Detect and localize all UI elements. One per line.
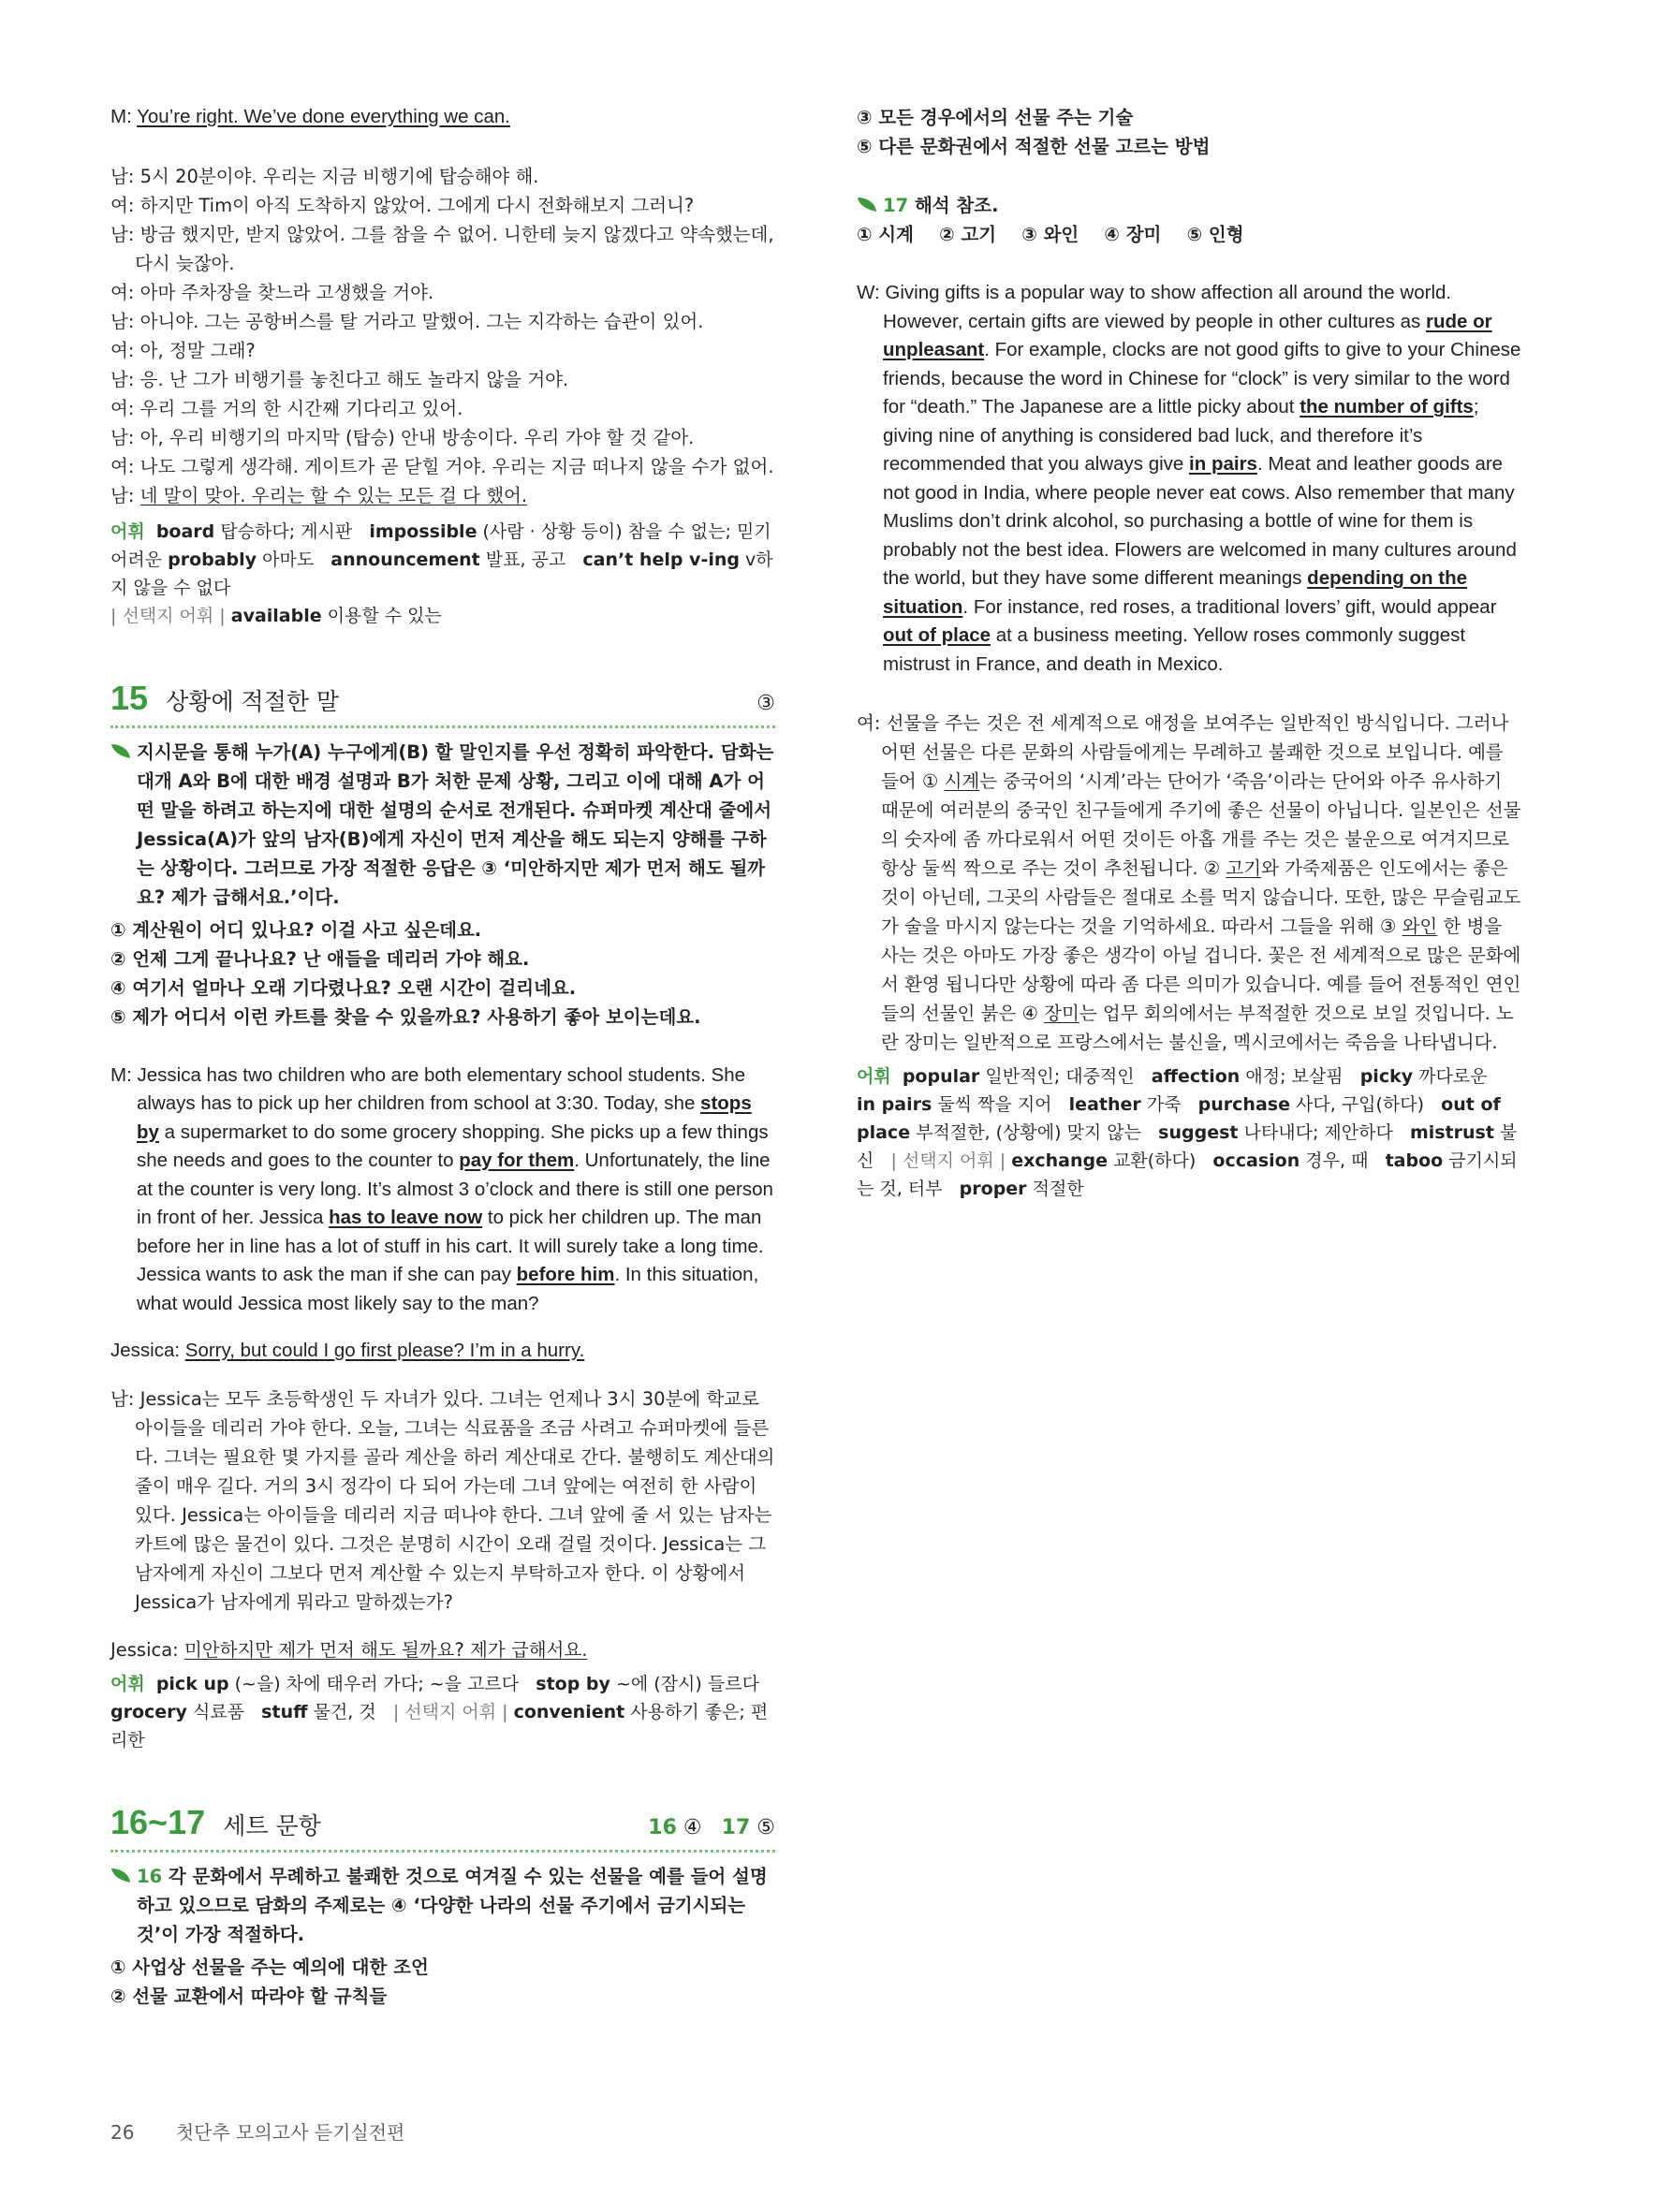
dialogue-end-en: M: You’re right. We’ve done everything we can.	[110, 106, 510, 127]
q16-17-header	[110, 1803, 775, 1853]
q16-17-title: 세트 문항	[223, 1811, 321, 1839]
translation-line: 여: 아, 정말 그래?	[110, 339, 256, 361]
page-footer	[110, 2117, 440, 2145]
vocab-14: 어휘 board 탑승하다; 게시판 impossible (사람 · 상황 등이) 참을 수 없는; 믿기 어려운 probably 아마도 announcement 발표, 공고 can’t help v-ing v하지 않을 수 없다 | 선택지 어휘 | available 이용할 수 있는	[110, 520, 773, 626]
q15-response-en: Jessica: Sorry, but could I go first please? I’m in a hurry.	[110, 1340, 585, 1361]
q17-explanation: 17 해석 참조.	[857, 191, 1521, 220]
q16-17-number: 16~17	[110, 1802, 206, 1841]
q16-option: ③ 모든 경우에서의 선물 주는 기술	[857, 107, 1134, 128]
translation-line: 남: 아, 우리 비행기의 마지막 (탑승) 안내 방송이다. 우리 가야 할 것 같아.	[110, 426, 695, 448]
q15-explanation: 지시문을 통해 누가(A) 누구에게(B) 할 말인지를 우선 정확히 파악한다. 담화는 대개 A와 B에 대한 배경 설명과 B가 처한 문제 상황, 그리고 이에 대해 A가 어떤 말을 하려고 하는지에 대한 설명의 순서로 전개된다. 슈퍼마켓 계산대 줄에서 Jessica(A)가 앞의 남자(B)에게 자신이 먼저 계산을 해도 되는지 양해를 구하는 상황이다. 그러므로 가장 적절한 응답은 ③ ‘미안하지만 제가 먼저 해도 될까요? 제가 급해서요.’이다.	[110, 738, 775, 912]
q16-17-translation: 여: 선물을 주는 것은 전 세계적으로 애정을 보여주는 일반적인 방식입니다. 그러나 어떤 선물은 다른 문화의 사람들에게는 무례하고 불쾌한 것으로 보입니다. 예를 들어 ① 시계는 중국어의 ‘시계’라는 단어가 ‘죽음’이라는 단어와 아주 유사하기 때문에 여러분의 중국인 친구들에게 주기에 좋은 선물이 아닙니다. 일본인은 선물의 숫자에 좀 까다로워서 어떤 것이든 아홉 개를 주는 것은 불운으로 여겨지므로 항상 둘씩 짝으로 주는 것이 추천됩니다. ② 고기와 가죽제품은 인도에서는 좋은 것이 아닌데, 그곳의 사람들은 절대로 소를 먹지 않습니다. 또한, 많은 무슬림교도가 술을 마시지 않는다는 것을 기억하세요. 따라서 그들을 위해 ③ 와인 한 병을 사는 것은 아마도 가장 좋은 생각이 아닐 겁니다. 꽃은 전 세계적으로 많은 문화에서 환영 됩니다만 상황에 따라 좀 다른 의미가 있습니다. 예를 들어 전통적인 연인들의 선물인 붉은 ④ 장미는 업무 회의에서는 부적절한 것으로 보일 것입니다. 노란 장미는 일반적으로 프랑스에서는 불신을, 멕시코에서는 죽음을 나타냅니다.	[857, 712, 1521, 1053]
vocab-15: 어휘 pick up (~을) 차에 태우러 가다; ~을 고르다 stop by ~에 (잠시) 들르다 grocery 식료품 stuff 물건, 것 | 선택지 어휘 | convenient 사용하기 좋은; 편리한	[110, 1673, 769, 1751]
translation-line: 여: 우리 그를 거의 한 시간째 기다리고 있어.	[110, 397, 463, 419]
q16-17-answers: 16 ④ 17 ⑤	[648, 1815, 775, 1839]
translation-line: 여: 하지만 Tim이 아직 도착하지 않았어. 그에게 다시 전화해보지 그러니?	[110, 194, 695, 216]
q16-explanation: 16 각 문화에서 무례하고 불쾌한 것으로 여겨질 수 있는 선물을 예를 들어 설명하고 있으므로 담화의 주제로는 ④ ‘다양한 나라의 선물 주기에서 금기시되는 것’이 가장 적절하다.	[110, 1862, 775, 1949]
translation-line: 여: 나도 그렇게 생각해. 게이트가 곧 닫힐 거야. 우리는 지금 떠나지 않을 수가 없어.	[110, 455, 774, 477]
right-column	[857, 103, 1521, 1203]
book-title: 첫단추 모의고사 듣기실전편	[175, 2121, 405, 2144]
q16-option: ① 사업상 선물을 주는 예의에 대한 조언	[110, 1956, 429, 1978]
q16-option: ② 선물 교환에서 따라야 할 규칙들	[110, 1985, 388, 2007]
q15-option: ② 언제 그게 끝나나요? 난 애들을 데리러 가야 해요.	[110, 947, 530, 970]
translation-line: 남: 5시 20분이야. 우리는 지금 비행기에 탑승해야 해.	[110, 165, 539, 187]
leaf-icon	[857, 196, 877, 212]
q15-number: 15	[110, 678, 149, 717]
translation-line: 남: 아니야. 그는 공항버스를 탈 거라고 말했어. 그는 지각하는 습관이 있어.	[110, 310, 704, 332]
q15-script: M: Jessica has two children who are both elementary school students. She always has to pick up her children from school at 3:30. Today, she stops by a supermarket to do some grocery shopping. She picks up a few things she needs and goes to the counter to pay for them. Unfortunately, the line at the counter is very long. It’s almost 3 o’clock and there is still one person in front of her. Jessica has to leave now to pick her children up. The man before her in line has a lot of stuff in his cart. It will surely take a long time. Jessica wants to ask the man if she can pay before him. In this situation, what would Jessica most likely say to the man?	[110, 1063, 773, 1314]
q15-option: ① 계산원이 어디 있나요? 이걸 사고 싶은데요.	[110, 918, 482, 941]
leaf-icon	[110, 1867, 131, 1883]
q15-response-ko: Jessica: 미안하지만 제가 먼저 해도 될까요? 제가 급해서요.	[110, 1638, 588, 1661]
q15-translation: 남: Jessica는 모두 초등학생인 두 자녀가 있다. 그녀는 언제나 3시 30분에 학교로 아이들을 데리러 가야 한다. 오늘, 그녀는 식료품을 조금 사려고 슈퍼마켓에 들른다. 그녀는 필요한 몇 가지를 골라 계산을 하러 계산대로 간다. 불행히도 계산대의 줄이 매우 길다. 거의 3시 정각이 다 되어 가는데 그녀 앞에는 여전히 한 사람이 있다. Jessica는 아이들을 데리러 지금 떠나야 한다. 그녀 앞에 줄 서 있는 남자는 카트에 많은 물건이 있다. 그것은 분명히 시간이 오래 걸릴 것이다. Jessica는 그 남자에게 자신이 그보다 먼저 계산할 수 있는지 부탁하고자 한다. 이 상황에서 Jessica가 남자에게 뭐라고 말하겠는가?	[110, 1387, 775, 1613]
q15-option: ④ 여기서 얼마나 오래 기다렸나요? 오랜 시간이 걸리네요.	[110, 976, 577, 999]
translation-line: 여: 아마 주차장을 찾느라 고생했을 거야.	[110, 281, 434, 303]
translation-line: 남: 응. 난 그가 비행기를 놓친다고 해도 놀라지 않을 거야.	[110, 368, 569, 390]
q15-answer: ③	[756, 691, 775, 715]
translation-14	[110, 162, 775, 510]
q15-option: ⑤ 제가 어디서 이런 카트를 찾을 수 있을까요? 사용하기 좋아 보이는데요.	[110, 1005, 701, 1028]
q17-options: ① 시계 ② 고기 ③ 와인 ④ 장미 ⑤ 인형	[857, 224, 1244, 245]
left-column	[110, 103, 775, 2011]
leaf-icon	[110, 742, 131, 759]
q15-header	[110, 679, 775, 728]
translation-line: 남: 방금 했지만, 받지 않았어. 그를 참을 수 없어. 니한테 늦지 않겠다고 약속했는데, 다시 늦잖아.	[110, 223, 774, 274]
q16-17-script: W: Giving gifts is a popular way to show affection all around the world. However, certain gifts are viewed by people in other cultures as rude or unpleasant. For example, clocks are not good gifts to give to your Chinese friends, because the word in Chinese for “clock” is very similar to the word for “death.” The Japanese are a little picky about the number of gifts; giving nine of anything is considered bad luck, and therefore it’s recommended that you always give in pairs. Meat and leather goods are not good in India, where people never eat cows. Also remember that many Muslims don’t drink alcohol, so purchasing a bottle of wine for them is probably not the best idea. Flowers are welcomed in many cultures around the world, but they have some different meanings depending on the situation. For instance, red roses, a traditional lovers’ gift, would appear out of place at a business meeting. Yellow roses commonly suggest mistrust in France, and death in Mexico.	[857, 282, 1521, 675]
page-number: 26	[110, 2121, 135, 2144]
vocab-16-17: 어휘 popular 일반적인; 대중적인 affection 애정; 보살핌 picky 까다로운 in pairs 둘씩 짝을 지어 leather 가죽 purchase 사다, 구입(하다) out of place 부적절한, (상황에) 맞지 않는 suggest 나타내다; 제안하다 mistrust 불신 | 선택지 어휘 | exchange 교환(하다) occasion 경우, 때 taboo 금기시되는 것, 터부 proper 적절한	[857, 1066, 1518, 1199]
translation-line: 남: 네 말이 맞아. 우리는 할 수 있는 모든 걸 다 했어.	[110, 484, 528, 506]
q16-option: ⑤ 다른 문화권에서 적절한 선물 고르는 방법	[857, 136, 1211, 157]
q15-title: 상황에 적절한 말	[166, 687, 340, 715]
